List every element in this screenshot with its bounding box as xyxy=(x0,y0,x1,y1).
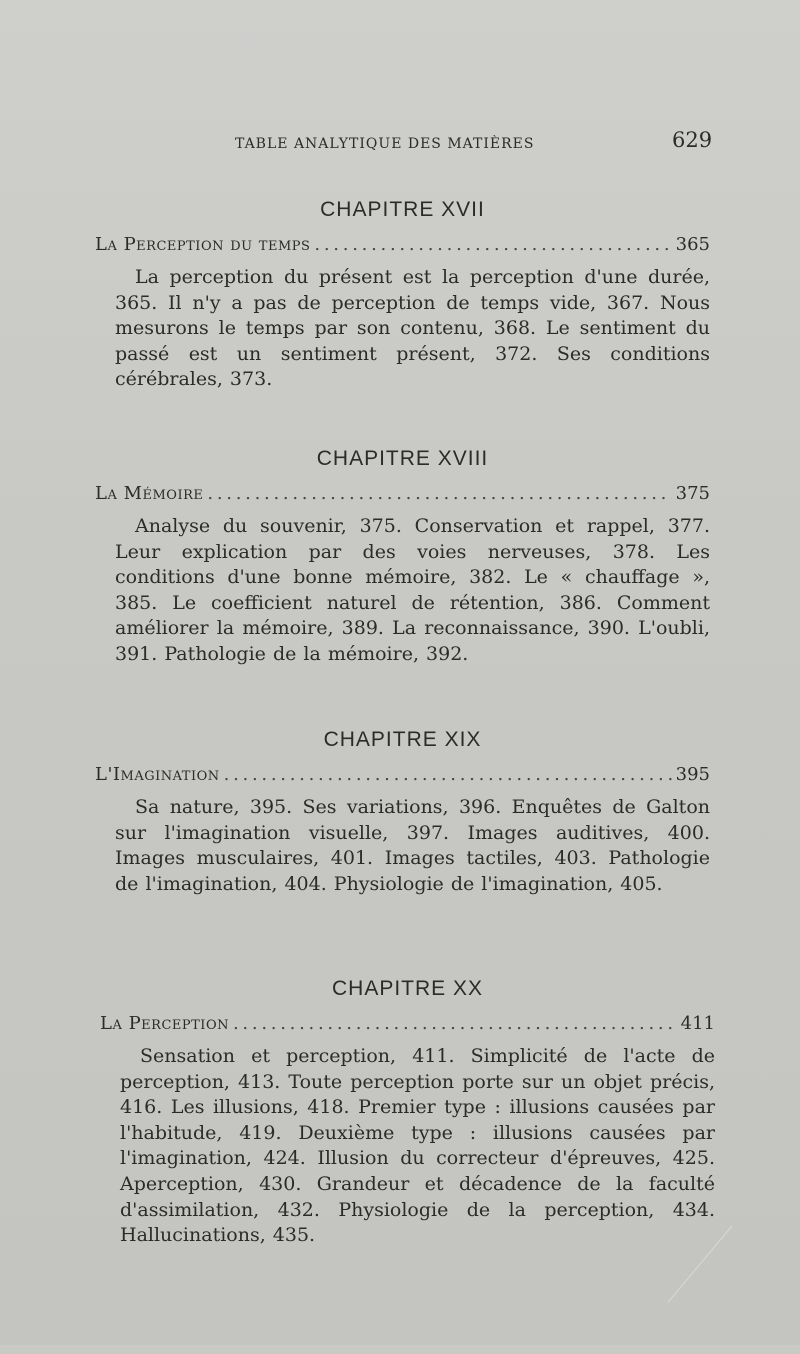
dot-leader xyxy=(233,1013,677,1034)
chapter-section xyxy=(100,977,715,1249)
chapter-section xyxy=(95,447,710,668)
entry-title: L'Imagination xyxy=(95,764,220,785)
entry-page: 365 xyxy=(675,234,710,255)
dot-leader xyxy=(224,764,672,785)
toc-entry xyxy=(100,1013,715,1034)
chapter-summary: Sensation et perception, 411. Simplicité de l'acte de perception, 413. Toute perception porte sur un objet précis, 416. Les illusions, 418. Premier type : illusions causées par l'habitude, 419. Deuxième type : illusions causées par l'imagination, 424. Illusion du correcteur d'épreuves, 425. Aperception, 430. Grandeur et décadence de la faculté d'assimilation, 432. Physiologie de la perception, 434. Hallucinations, 435. xyxy=(120,1045,715,1247)
chapter-summary: La perception du présent est la perception d'une durée, 365. Il n'y a pas de perception de temps vide, 367. Nous mesurons le temps par son contenu, 368. Le sentiment du passé est un sentiment présent, 372. Ses conditions cérébrales, 373. xyxy=(115,266,710,391)
chapter-heading: CHAPITRE XIX xyxy=(323,728,482,751)
chapter-heading: CHAPITRE XVII xyxy=(320,198,485,221)
entry-page: 375 xyxy=(675,483,710,504)
entry-page: 395 xyxy=(675,764,710,785)
chapter-heading: CHAPITRE XVIII xyxy=(316,447,489,470)
chapter-section xyxy=(95,198,710,393)
chapter-summary: Sa nature, 395. Ses variations, 396. Enquêtes de Galton sur l'imagination visuelle, 397. Images auditives, 400. Images musculaires, 401. Images tactiles, 403. Pathologie de l'imagination, 404. Physiologie de l'imagination, 405. xyxy=(115,796,710,895)
dot-leader xyxy=(207,483,671,504)
entry-page: 411 xyxy=(680,1013,715,1034)
page-number: 629 xyxy=(672,128,713,152)
entry-title: La Mémoire xyxy=(95,483,204,504)
entry-title: La Perception xyxy=(100,1013,229,1034)
chapter-section xyxy=(95,728,710,897)
running-head xyxy=(0,128,800,158)
toc-entry xyxy=(95,234,710,255)
toc-entry xyxy=(95,764,710,785)
toc-entry xyxy=(95,483,710,504)
chapter-summary: Analyse du souvenir, 375. Conservation et rappel, 377. Leur explication par des voies nerveuses, 378. Les conditions d'une bonne mémoire, 382. Le « chauffage », 385. Le coefficient naturel de rétention, 386. Comment améliorer la mémoire, 389. La reconnaissance, 390. L'oubli, 391. Pathologie de la mémoire, 392. xyxy=(115,515,710,665)
entry-title: La Perception du temps xyxy=(95,234,311,255)
chapter-heading: CHAPITRE XX xyxy=(331,977,484,1000)
running-title: TABLE ANALYTIQUE DES MATIÈRES xyxy=(235,136,535,152)
dot-leader xyxy=(314,234,671,255)
